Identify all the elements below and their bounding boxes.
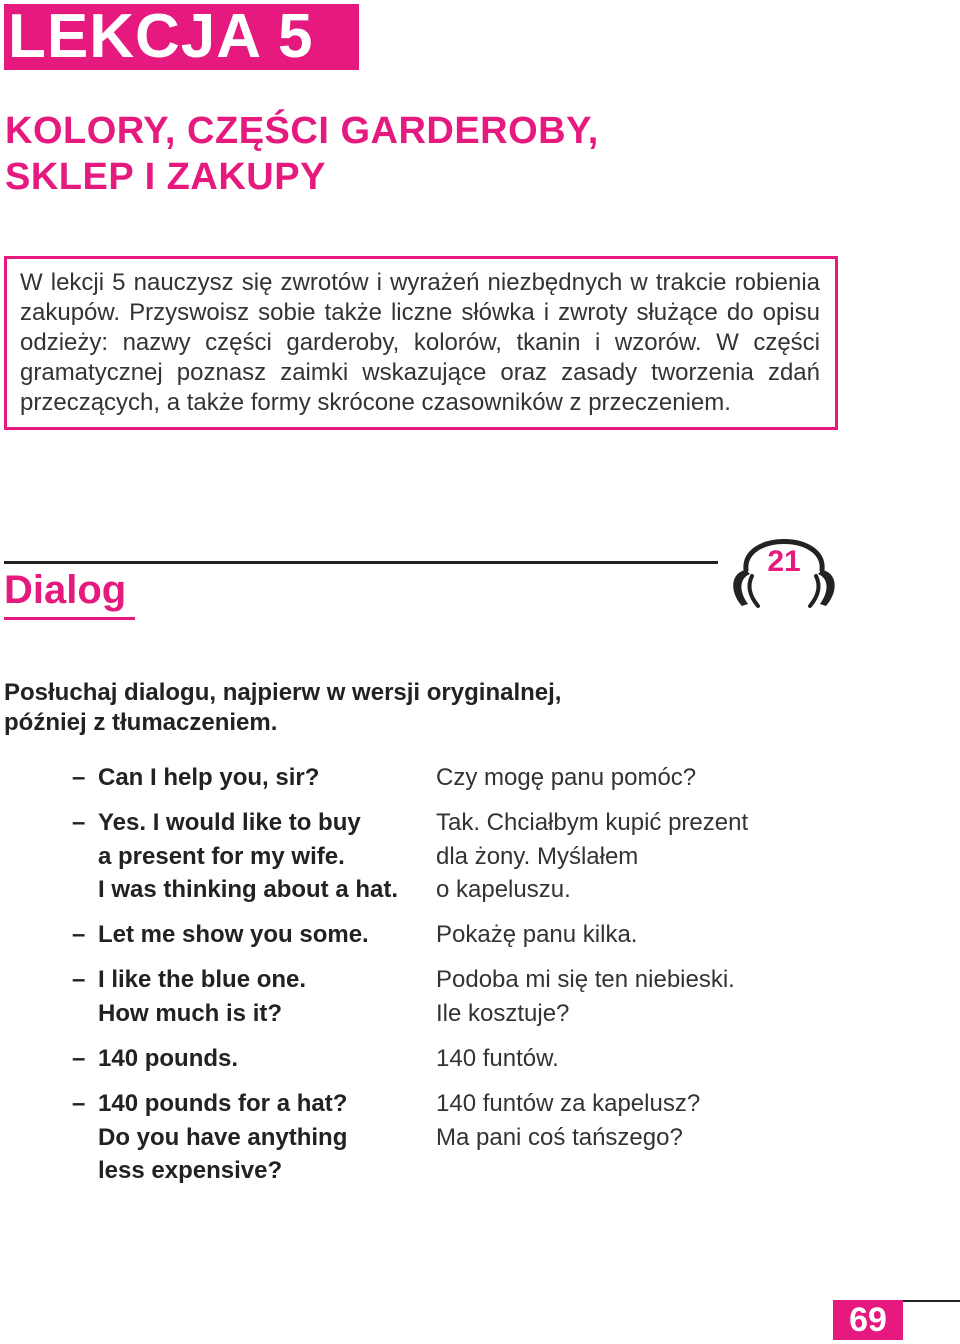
dialog-line-polish: Czy mogę panu pomóc? [436,764,697,791]
section-rule [4,561,718,564]
dialog-instruction: Posłuchaj dialogu, najpierw w wersji oryginalnej, później z tłumaczeniem. [4,679,562,736]
dialog-line-english: Yes. I would like to buy a present for my wife. I was thinking about a hat. [98,809,399,903]
dialog-dash: – [72,1045,86,1072]
dialog-line-polish: 140 funtów za kapelusz? Ma pani coś tańszego? [436,1090,701,1151]
intro-text: W lekcji 5 nauczysz się zwrotów i wyrażeń niezbędnych w trakcie robienia zakupów. Przyswoisz sobie także liczne słówka i zwroty służące do opisu odzieży: nazwy części garderoby, kolorów, tkanin i wzorów. W części gramatycznej poznasz zaimki wskazujące oraz zasady tworzenia zdań przeczących, a także formy skrócone czasowników z przeczeniem. [20,269,820,416]
lesson-title-line-1: KOLORY, CZĘŚCI GARDEROBY, [5,110,599,152]
dialog-line-polish: Pokażę panu kilka. [436,921,638,948]
dialog-heading-underline [4,617,135,620]
dialog-line-polish: 140 funtów. [436,1045,559,1072]
page-number-rule [903,1300,960,1302]
dialog-dash: – [72,809,86,836]
track-number: 21 [767,545,801,578]
dialog-heading: Dialog [4,568,127,612]
dialog-line-english: Can I help you, sir? [98,764,320,791]
lesson-title-line-2: SKLEP I ZAKUPY [5,156,326,198]
dialog-dash: – [72,1090,86,1117]
page-number: 69 [833,1300,903,1340]
dialog-line-polish: Podoba mi się ten niebieski. Ile kosztuje? [436,966,735,1027]
lesson-badge: LEKCJA 5 [4,4,359,70]
dialog-line-english: Let me show you some. [98,921,369,948]
dialog-line-english: 140 pounds for a hat? Do you have anything less expensive? [98,1090,348,1184]
dialog-dash: – [72,921,86,948]
dialog-line-polish: Tak. Chciałbym kupić prezent dla żony. Myślałem o kapeluszu. [436,809,749,903]
dialog-line-english: 140 pounds. [98,1045,239,1072]
dialog-line-english: I like the blue one. How much is it? [98,966,307,1027]
dialog-dash: – [72,966,86,993]
dialog-dash: – [72,764,86,791]
